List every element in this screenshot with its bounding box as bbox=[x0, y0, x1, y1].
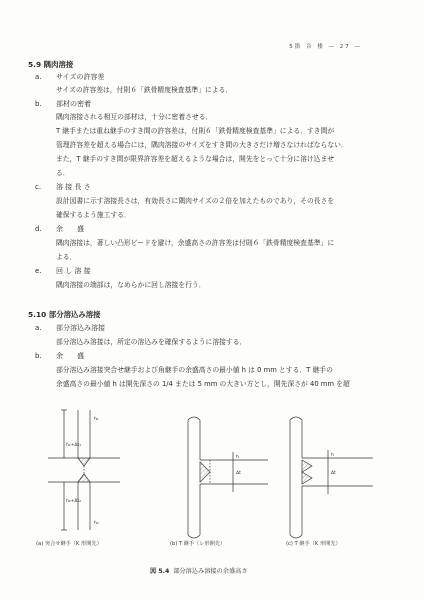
dim-label-h: h bbox=[331, 453, 334, 458]
paragraph-line: 余盛高さの最小値 h は開先深さの 1/4 または 5 mm の大きい方とし，開先深さが 40 mm を超 bbox=[56, 380, 350, 388]
figure-title-text: 部分溶込み溶接の余盛高さ bbox=[173, 568, 248, 575]
paragraph-line: よる． bbox=[56, 253, 77, 261]
section-title-5-10: 5.10 部分溶込み溶接 bbox=[28, 310, 101, 319]
item-label-c: c. bbox=[35, 183, 42, 191]
dim-label-h1-dt1: h₁+Δt₁ bbox=[66, 443, 82, 448]
paragraph-line: サイズの許容差は，付則６「鉄骨精度検査基準」による． bbox=[56, 86, 233, 94]
item-title-a2: 部分溶込み溶接 bbox=[56, 324, 105, 332]
butt-joint-k-groove bbox=[48, 410, 120, 530]
item-label-e: e. bbox=[35, 267, 42, 275]
dim-label-dt: Δt bbox=[331, 471, 336, 476]
figure-5-4 bbox=[28, 400, 396, 580]
paragraph-line: 確保するよう施工する． bbox=[56, 211, 131, 219]
item-label-b2: b. bbox=[35, 352, 42, 360]
figure-title bbox=[150, 566, 248, 575]
item-title-c: 溶 接 長 さ bbox=[56, 183, 91, 191]
dim-label-h2-dt2: h₂+Δt₂ bbox=[66, 499, 82, 504]
dim-label-h: h bbox=[236, 455, 239, 460]
t-joint-k-groove bbox=[290, 417, 373, 538]
running-header: 5節 音 楼 — 27 — bbox=[289, 44, 362, 50]
t-joint-bevel-groove bbox=[188, 417, 268, 538]
paragraph-line: 設計図書に示す溶接長さは，有効長さに隅肉サイズの２倍を加えたものであり，その長さを bbox=[56, 197, 335, 205]
item-title-a: サイズの許容差 bbox=[56, 73, 105, 81]
item-label-b: b. bbox=[35, 100, 42, 108]
dim-label-h1: h₁ bbox=[94, 417, 99, 422]
item-label-d: d. bbox=[35, 225, 42, 233]
figure-caption-a: (a) 突合せ継手（K 形開先） bbox=[36, 541, 102, 547]
paragraph-line: 管理許容差を超える場合には，隅肉溶接のサイズをすき間の大きさだけ増さなければならない． bbox=[56, 141, 348, 149]
paragraph-line: る． bbox=[56, 169, 70, 177]
figure-caption-c: (c) T 継手（K 形開先） bbox=[286, 541, 341, 547]
paragraph-line: T 継手または重ね継手のすき間の許容差は，付則６「鉄骨精度検査基準」による．すき間が bbox=[56, 127, 335, 135]
section-title-5-9: 5.9 隅肉溶接 bbox=[28, 60, 74, 69]
paragraph-line: 部分溶込み溶接突合せ継手および角継手の余盛高さの最小値 h は 0 mm とする．T 継手の bbox=[56, 366, 333, 374]
paragraph-line: 隅肉溶接される相互の部材は，十分に密着させる． bbox=[56, 113, 213, 121]
paragraph-line: 隅肉溶接の端部は，なめらかに回し溶接を行う． bbox=[56, 281, 206, 289]
paragraph-line: 隅肉溶接は，著しい凸形ビードを避け，余盛高さの許容差は付則６「鉄骨精度検査基準」に bbox=[56, 239, 335, 247]
figure-caption-b: (b) T 継手（レ形開先） bbox=[170, 541, 226, 547]
figure-number: 図 5.4 bbox=[150, 568, 170, 575]
dim-label-dt: Δt bbox=[236, 471, 241, 476]
item-title-d: 余 盛 bbox=[56, 225, 84, 233]
item-title-b2: 余 盛 bbox=[56, 352, 84, 360]
paragraph-line: 部分溶込み溶接は，所定の溶込みを確保するように溶接する． bbox=[56, 338, 247, 346]
dim-label-h2: h₂ bbox=[94, 521, 99, 526]
item-label-a: a. bbox=[35, 73, 42, 81]
paragraph-line: また，T 継手のすき間が限界許容差を超えるような場合は，開先をとって十分に溶け込ませ bbox=[56, 155, 335, 163]
item-label-a2: a. bbox=[35, 324, 42, 332]
item-title-e: 回 し 溶 接 bbox=[56, 267, 91, 275]
item-title-b: 部材の密着 bbox=[56, 100, 91, 108]
weld-diagram bbox=[28, 400, 396, 580]
